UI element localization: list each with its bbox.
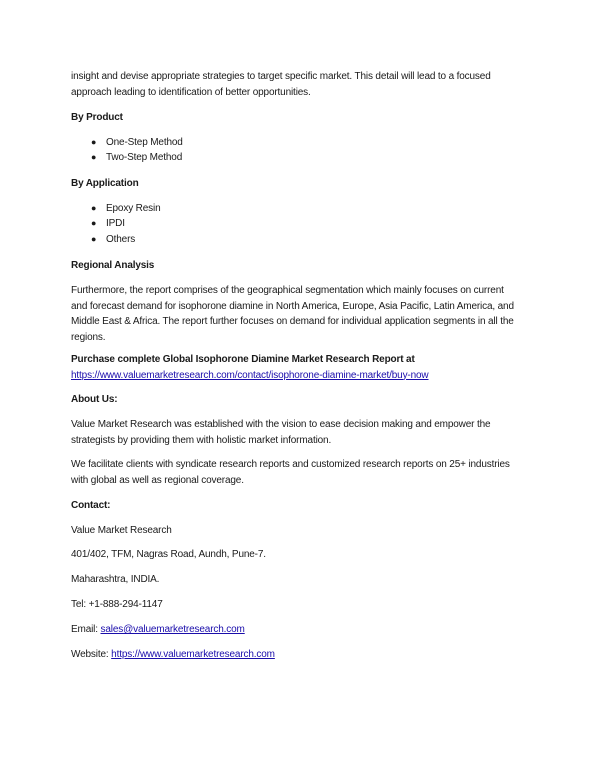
text-line: Furthermore, the report comprises of the geographical segmentation which mainly focuses on current (71, 285, 504, 296)
about-heading: About Us: (71, 394, 118, 405)
list-item-label: Others (106, 234, 136, 245)
about-paragraph-1 (71, 417, 490, 448)
bullet-icon: ● (91, 234, 97, 244)
by-product-heading: By Product (71, 112, 123, 123)
purchase-block (71, 352, 429, 383)
list-item-label: One-Step Method (106, 137, 183, 148)
list-item-label: IPDI (106, 218, 125, 229)
bullet-icon: ● (91, 137, 97, 147)
bullet-icon: ● (91, 203, 97, 213)
text-line: approach leading to identification of better opportunities. (71, 86, 311, 98)
website-label: Website: (71, 649, 112, 660)
list-item (91, 216, 125, 231)
email-label: Email: (71, 624, 101, 635)
by-application-heading: By Application (71, 178, 139, 189)
about-paragraph-2 (71, 457, 510, 488)
list-item (91, 232, 135, 247)
buy-now-link[interactable]: https://www.valuemarketresearch.com/contact/isophorone-diamine-market/buy-now (71, 369, 429, 381)
contact-heading: Contact: (71, 500, 111, 511)
contact-email-row (71, 622, 245, 638)
list-item (91, 201, 161, 216)
regional-paragraph (71, 283, 514, 345)
text-line: regions. (71, 331, 106, 343)
regional-heading: Regional Analysis (71, 260, 155, 271)
text-line: Value Market Research was established with the vision to ease decision making and empower the (71, 419, 491, 430)
contact-address: 401/402, TFM, Nagras Road, Aundh, Pune-7. (71, 549, 266, 560)
email-link[interactable]: sales@valuemarketresearch.com (100, 624, 245, 635)
text-line: and forecast demand for isophorone diamine in North America, Europe, Asia Pacific, Latin America, and (71, 300, 514, 312)
purchase-heading: Purchase complete Global Isophorone Diamine Market Research Report at (71, 354, 415, 365)
contact-state: Maharashtra, INDIA. (71, 574, 160, 585)
list-item-label: Epoxy Resin (106, 203, 161, 214)
text-line: strategists by providing them with holistic market information. (71, 434, 332, 446)
list-item (91, 135, 183, 150)
contact-website-row (71, 647, 275, 663)
text-line: We facilitate clients with syndicate research reports and customized research reports on 25+ industries (71, 459, 510, 470)
text-line: insight and devise appropriate strategies to target specific market. This detail will lead to a focused (71, 71, 491, 82)
contact-company: Value Market Research (71, 525, 172, 536)
text-line: with global as well as regional coverage. (71, 474, 244, 486)
text-line: Middle East & Africa. The report further focuses on demand for individual application segments in all the (71, 316, 514, 327)
contact-tel: Tel: +1-888-294-1147 (71, 599, 163, 610)
website-link[interactable]: https://www.valuemarketresearch.com (111, 649, 275, 660)
bullet-icon: ● (91, 152, 97, 162)
list-item-label: Two-Step Method (106, 152, 183, 163)
intro-paragraph (71, 69, 491, 100)
list-item (91, 150, 182, 165)
bullet-icon: ● (91, 218, 97, 228)
